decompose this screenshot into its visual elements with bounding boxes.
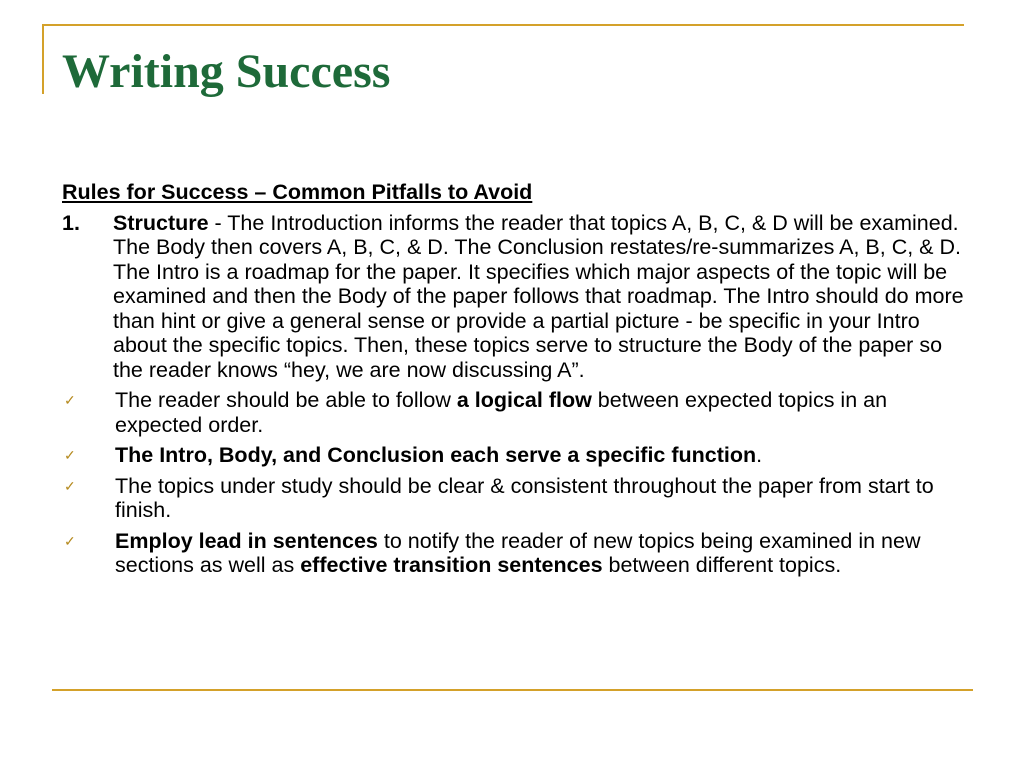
item-keyword: Structure [113, 210, 209, 235]
item-description: - The Introduction informs the reader that topics A, B, C, & D will be examined. The Body then covers A, B, C, & D. The Conclusion restates/re-summarizes A, B, C, & D. The Intro is a roadmap for the paper. It specifies which major aspects of the topic will be examined and then the Body of the paper follows that roadmap. The Intro should do more than hint or give a general sense or provide a partial picture - be specific in your Intro about the specific topics. Then, these topics serve to structure the Body of the paper so the reader knows “hey, we are now discussing A”. [113, 210, 964, 382]
bullet-text [115, 529, 967, 578]
checkmark-icon: ✓ [64, 392, 76, 408]
checkmark-icon: ✓ [64, 477, 76, 494]
bullet-logical-flow [62, 388, 967, 437]
bullet-bold-phrase: effective transition sentences [300, 553, 603, 577]
list-number: 1. [62, 210, 80, 235]
bullet-text [115, 388, 967, 437]
checkmark-icon: ✓ [64, 532, 76, 549]
bullet-specific-function [62, 443, 967, 468]
bullet-topics-consistent [62, 474, 967, 523]
section-heading: Rules for Success – Common Pitfalls to Avoid [62, 180, 533, 204]
numbered-item-text [113, 211, 967, 383]
top-accent-line [42, 24, 964, 26]
slide-body [62, 180, 967, 584]
bullet-text [115, 443, 967, 468]
bullet-text-part: between different topics. [602, 553, 842, 577]
left-accent-line [42, 24, 44, 94]
bullet-bold-phrase: a logical flow [456, 388, 592, 412]
checkmark-icon: ✓ [64, 447, 76, 463]
slide-title: Writing Success [62, 45, 391, 98]
bottom-accent-line [52, 689, 973, 691]
bullet-bold-phrase: Employ lead in sentences [115, 528, 378, 553]
bullet-text-part: to notify the reader of new topics being examined in new sections as well as [115, 528, 921, 577]
bullet-text-part: The reader should be able to follow [115, 388, 457, 412]
bullet-text-part: between expected topics in an expected order. [115, 388, 888, 437]
bullet-text-part: . [756, 443, 763, 467]
numbered-item-structure [62, 211, 967, 383]
bullet-lead-in-sentences [62, 529, 967, 578]
bullet-text: The topics under study should be clear & consistent throughout the paper from start to finish. [115, 473, 934, 522]
bullet-bold-phrase: The Intro, Body, and Conclusion each serve a specific function [115, 443, 757, 467]
